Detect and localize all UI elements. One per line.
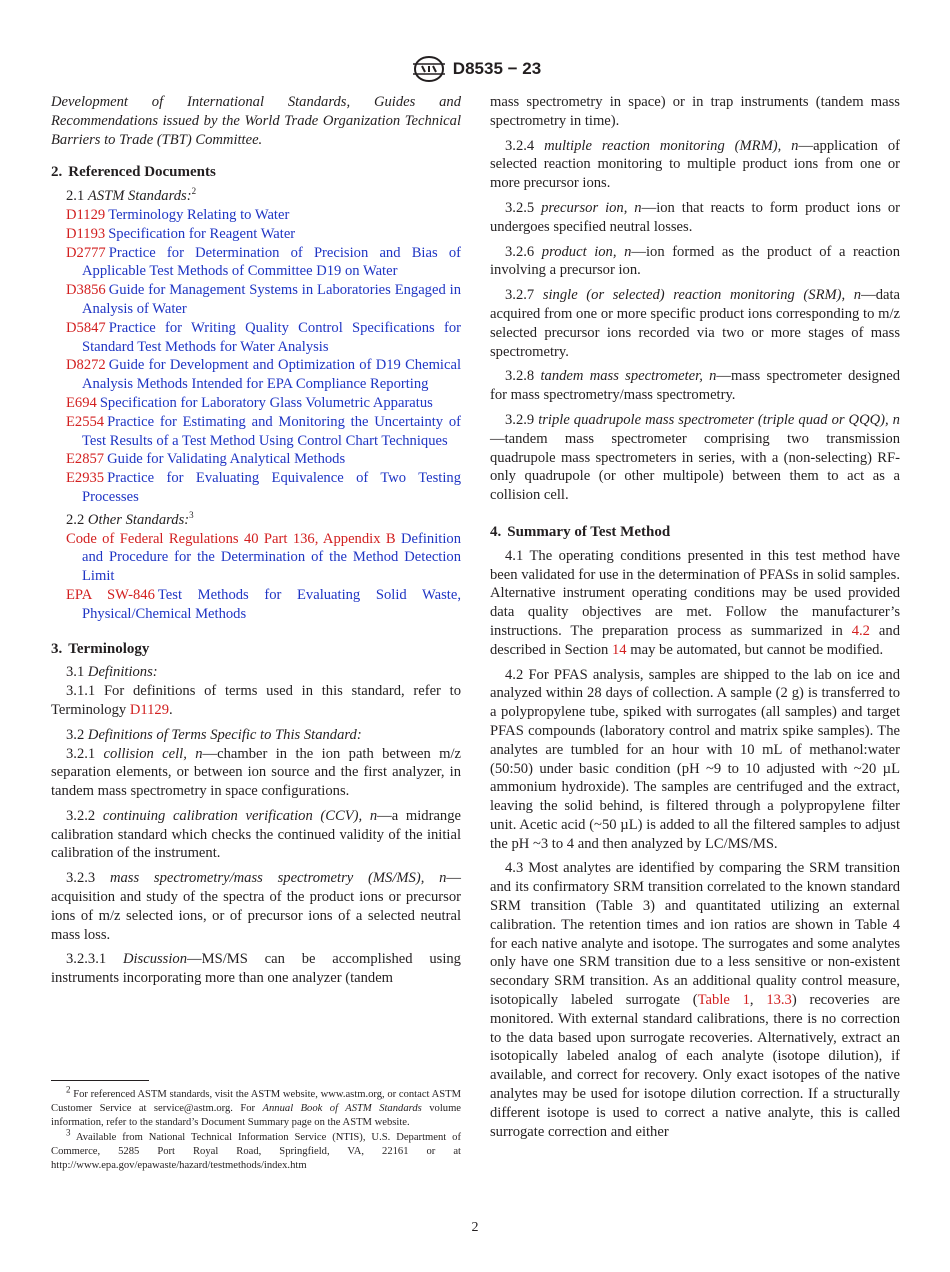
para-3-2-3: 3.2.3 mass spectrometry/mass spectrometry (MS/MS), n—acquisition and study of the spectra of the product ions or precursor ions of m/z selected ions, or of precursor ions of a selected neutral mass loss. [51, 870, 461, 943]
reference-item[interactable]: D1129 Terminology Relating to Water [66, 206, 290, 223]
para-4-1: 4.1 The operating conditions presented in this test method have been validated for use in the determination of PFASs in solid samples. Alternative instrument operating conditions may be used provided data quality objectives are met. Follow the manufacturer’s instructions. The preparation process as summarized in 4.2 and described in Section 14 may be automated, but cannot be modified. [490, 547, 900, 658]
link-table-1[interactable]: Table 1 [697, 992, 750, 1009]
reference-item[interactable]: D2777 Practice for Determination of Precision and Bias of Applicable Test Methods of Committee D19 on Water [66, 244, 461, 280]
continued-paragraph: mass spectrometry in space) or in trap instruments (tandem mass spectrometry in time). [490, 94, 900, 129]
reference-item[interactable]: D1193 Specification for Reagent Water [66, 225, 296, 242]
para-2-1: 2.1 ASTM Standards:$^2$ [66, 186, 197, 205]
para-3-2-7: 3.2.7 single (or selected) reaction monitoring (SRM), n—data acquired from one or more specific product ions corresponding to m/z selected precursor ions recorded via two or more stages of mass spectrometry. [490, 287, 900, 360]
left-column [51, 93, 461, 994]
reference-item[interactable]: E2554 Practice for Estimating and Monitoring the Uncertainty of Test Results of a Test Method Using Control Chart Techniques [66, 413, 461, 449]
para-3-2-6: 3.2.6 product ion, n—ion formed as the product of a reaction involving a precursor ion. [490, 243, 900, 279]
other-references-list [51, 530, 461, 624]
reference-item[interactable]: E694 Specification for Laboratory Glass Volumetric Apparatus [66, 394, 433, 411]
link-section-14[interactable]: 14 [612, 641, 627, 658]
reference-item[interactable]: Code of Federal Regulations 40 Part 136, Appendix B Definition and Procedure for the Determination of the Method Detection Limit [66, 530, 461, 585]
para-3-2-1: 3.2.1 collision cell, n—chamber in the ion path between m/z separation elements, or between ion source and the first analyzer, in tandem mass spectrometry in space configurations. [51, 745, 461, 800]
section-2-heading: 2. Referenced Documents [51, 164, 216, 181]
para-3-1: 3.1 Definitions: [66, 664, 158, 681]
para-3-2-5: 3.2.5 precursor ion, n—ion that reacts to form product ions or undergoes specified neutral losses. [490, 199, 900, 235]
para-4-2: 4.2 For PFAS analysis, samples are shipped to the lab on ice and analyzed within 28 days of collection. A sample (2 g) is transferred to a polypropylene tube, spiked with surrogates (all samples) and target PFAS compounds (laboratory control and matrix spike samples). The analytes are tumbled for an hour with 10 mL of methanol:water (50:50) under basic condition (pH ~9 to 10 adjusted with ~20 µL ammonium hydroxide). The samples are centrifuged and the extract, leaving the solid behind, is filtered through a polypropylene filter unit. Acetic acid (~50 µL) is added to all the filtered samples to adjust the pH ~3 to 4 and then analyzed by LC/MS/MS. [490, 666, 900, 852]
astm-references-list [51, 206, 461, 507]
link-d1129[interactable]: D1129 [129, 701, 170, 718]
link-4-2[interactable]: 4.2 [851, 622, 870, 639]
link-13-3[interactable]: 13.3 [766, 992, 792, 1009]
intro-paragraph: Development of International Standards, Guides and Recommendations issued by the World Trade Organization Technical Barriers to Trade (TBT) Committee. [51, 94, 461, 148]
reference-item[interactable]: E2935 Practice for Evaluating Equivalence of Two Testing Processes [66, 470, 461, 505]
section-4-heading: 4. Summary of Test Method [490, 523, 671, 540]
para-3-2-9: 3.2.9 triple quadrupole mass spectrometer (triple quad or QQQ), n—tandem mass spectrometer comprising two transmission quadrupole mass spectrometers in series, with a (non-selecting) RF-only quadrupole (or other multipole) between them to act as a collision cell. [490, 411, 900, 504]
footnotes [51, 1084, 462, 1174]
reference-item[interactable]: D3856 Guide for Management Systems in Laboratories Engaged in Analysis of Water [66, 282, 461, 317]
para-3-2: 3.2 Definitions of Terms Specific to This Standard: [66, 726, 362, 743]
astm-logo-icon [409, 55, 449, 83]
reference-item[interactable]: E2857 Guide for Validating Analytical Methods [66, 451, 346, 468]
para-3-2-2: 3.2.2 continuing calibration verification (CCV), n—a midrange calibration standard which checks the continued validity of the initial calibration of the instrument. [51, 807, 461, 862]
reference-item[interactable]: D5847 Practice for Writing Quality Control Specifications for Standard Test Methods for Water Analysis [66, 319, 461, 355]
para-3-2-8: 3.2.8 tandem mass spectrometer, n—mass spectrometer designed for mass spectrometry/mass spectrometry. [490, 368, 900, 404]
para-2-2: 2.2 Other Standards:$^3$ [66, 509, 194, 528]
footnote-2: $^2$ For referenced ASTM standards, visit the ASTM website, www.astm.org, or contact ASTM Customer Service at service@astm.org. For Annual Book of ASTM Standards volume information, refer to the standard’s Document Summary page on the ASTM website. [51, 1084, 462, 1128]
para-4-3: 4.3 Most analytes are identified by comparing the SRM transition and its confirmatory SRM transition correlated to the known standard SRM transition (Table 3) and quantitated utilizing an external calibration. The retention times and ion ratios are shown in Table 4 for each native analyte and isotope. The surrogates and some analytes only have one SRM transition due to a less sensitive or non-existent secondary SRM transition. As an additional quality control measure, isotopically labeled surrogate (Table 1, 13.3) recoveries are monitored. With external standard calibrations, there is no correction to the data based upon surrogate recoveries. Alternatively, extract an isotopically labeled analog of each analyte (isotope dilution), if available, and correct for recovery. Only exact isotopes of the native analytes may be used for isotope dilution correction. If a structurally different isotope is used to correct a native analyte, this is called surrogate correction and either [490, 860, 900, 1140]
document-designation: D8535 − 23 [452, 59, 542, 78]
reference-item[interactable]: EPA SW-846 Test Methods for Evaluating Solid Waste, Physical/Chemical Methods [66, 586, 461, 622]
reference-item[interactable]: D8272 Guide for Development and Optimization of D19 Chemical Analysis Methods Intended for EPA Compliance Reporting [66, 357, 461, 393]
para-3-2-3-1: 3.2.3.1 Discussion—MS/MS can be accomplished using instruments incorporating more than one analyzer (tandem [51, 951, 461, 987]
footnote-3: $^3$ Available from National Technical Information Service (NTIS), U.S. Department of Commerce, 5285 Port Royal Road, Springfield, VA, 22161 or at http://www.epa.gov/epawaste/hazard/testmethods/index.htm [51, 1127, 461, 1171]
para-3-2-4: 3.2.4 multiple reaction monitoring (MRM), n—application of selected reaction monitoring to multiple product ions from one or more precursor ions. [490, 137, 900, 192]
section-3-heading: 3. Terminology [51, 640, 150, 657]
para-3-1-1: 3.1.1 For definitions of terms used in this standard, refer to Terminology D1129. [51, 683, 461, 718]
right-column [490, 93, 900, 1147]
page-header [0, 54, 950, 84]
page-number: 2 [471, 1220, 479, 1235]
footnote-divider [51, 1080, 149, 1081]
